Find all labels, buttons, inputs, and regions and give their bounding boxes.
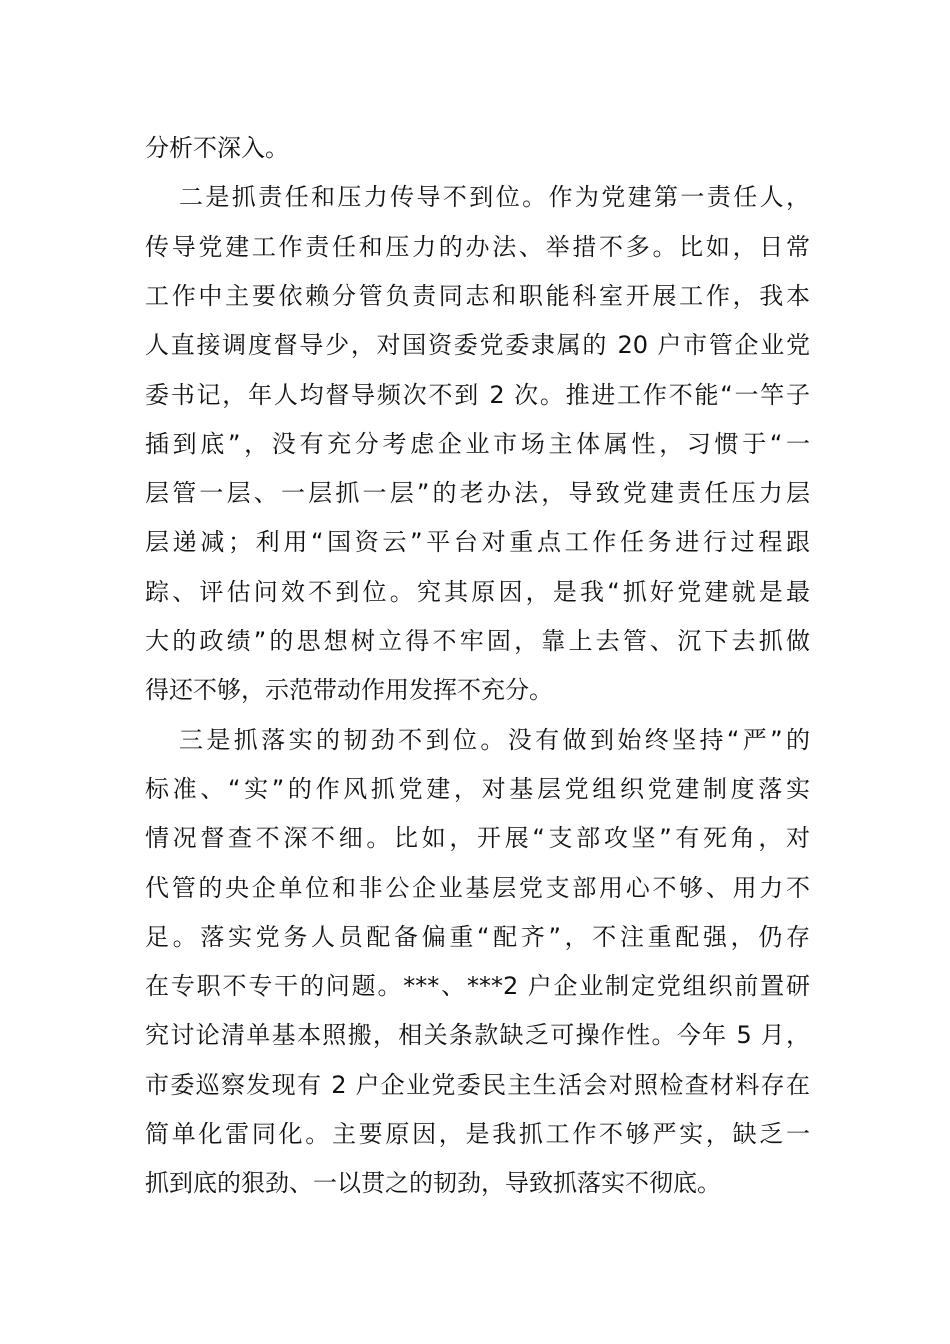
text-line: 足。落实党务人员配备偏重“配齐”，不注重配强，仍存 xyxy=(145,922,810,951)
text-line: 分析不深入。 xyxy=(145,134,289,162)
text-line: 层递减；利用“国资云”平台对重点工作任务进行过程跟 xyxy=(145,528,810,557)
text-line: 大的政绩”的思想树立得不牢固，靠上去管、沉下去抓做 xyxy=(145,627,810,655)
text-line: 层管一层、一层抓一层”的老办法，导致党建责任压力层 xyxy=(145,479,810,508)
text-line: 情况督查不深不细。比如，开展“支部攻坚”有死角，对 xyxy=(145,824,810,853)
text-line: 简单化雷同化。主要原因，是我抓工作不够严实，缺乏一 xyxy=(145,1120,810,1148)
text-line: 工作中主要依赖分管负责同志和职能科室开展工作，我本 xyxy=(145,281,810,310)
text-line: 得还不够，示范带动作用发挥不充分。 xyxy=(145,676,553,705)
text-line: 人直接调度督导少，对国资委党委隶属的 20 户市管企业党 xyxy=(145,331,810,360)
text-line: 踪、评估问效不到位。究其原因，是我“抓好党建就是最 xyxy=(145,577,810,606)
text-line: 标准、“实”的作风抓党建，对基层党组织党建制度落实 xyxy=(145,774,810,803)
text-line: 三是抓落实的韧劲不到位。没有做到始终坚持“严”的 xyxy=(179,725,810,754)
text-line: 二是抓责任和压力传导不到位。作为党建第一责任人， xyxy=(179,183,810,212)
text-line: 插到底”，没有充分考虑企业市场主体属性，习惯于“一 xyxy=(145,429,810,458)
text-line: 委书记，年人均督导频次不到 2 次。推进工作不能“一竿子 xyxy=(145,380,810,409)
text-line: 抓到底的狠劲、一以贯之的韧劲，导致抓落实不彻底。 xyxy=(145,1169,721,1198)
text-line: 究讨论清单基本照搬，相关条款缺乏可操作性。今年 5 月， xyxy=(145,1021,810,1050)
text-line: 市委巡察发现有 2 户企业党委民主生活会对照检查材料存在 xyxy=(145,1070,810,1099)
text-line: 传导党建工作责任和压力的办法、举措不多。比如，日常 xyxy=(145,232,810,261)
text-line: 代管的央企单位和非公企业基层党支部用心不够、用力不 xyxy=(145,873,810,902)
text-line: 在专职不专干的问题。***、***2 户企业制定党组织前置研 xyxy=(145,972,810,1001)
